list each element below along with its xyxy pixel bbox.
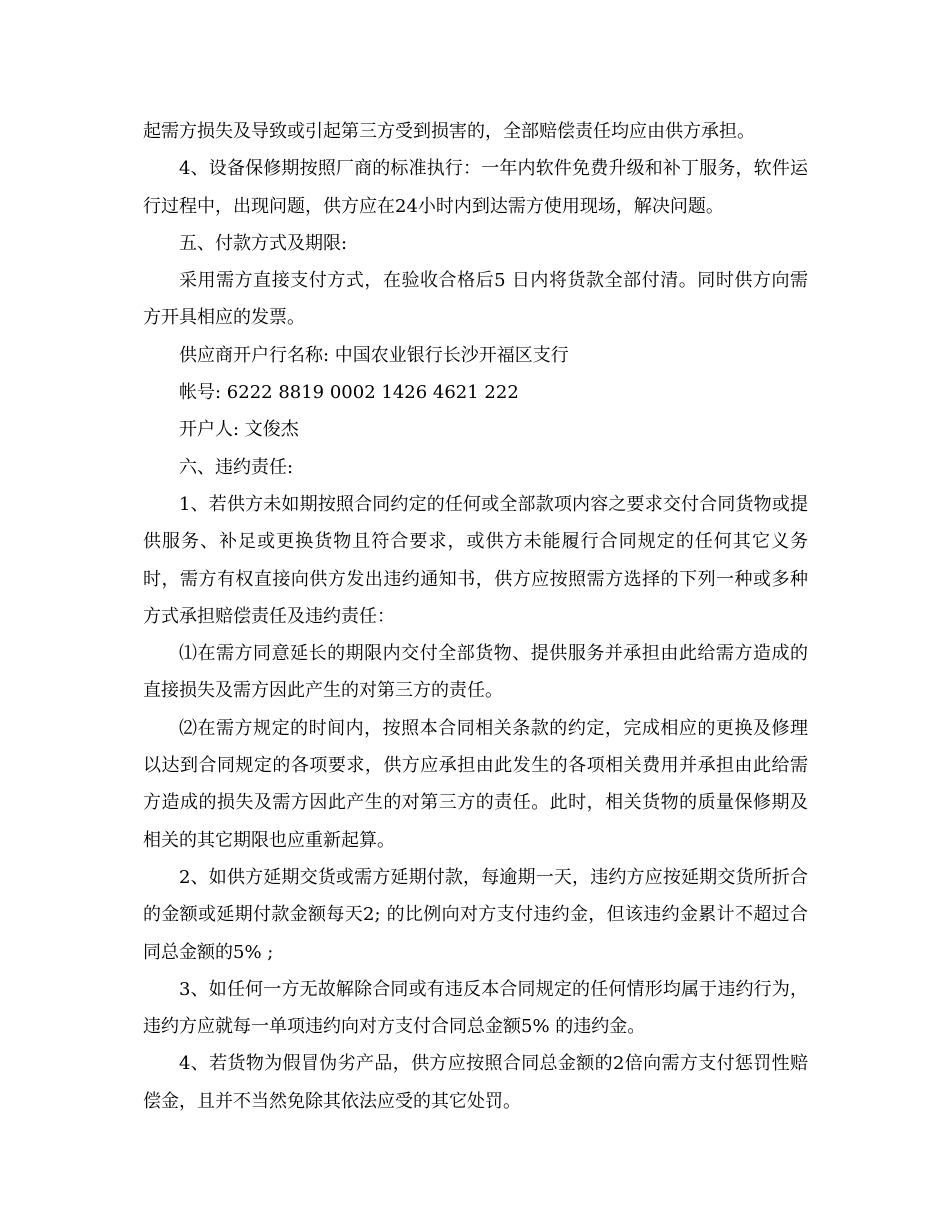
section-heading-breach: 六、违约责任:	[179, 456, 294, 478]
section-heading-payment: 五、付款方式及期限:	[179, 232, 348, 254]
paragraph-breach-clause-2: 2、如供方延期交货或需方延期付款，每逾期一天，违约方应按延期交货所折合的金额或延期付款金额每天2; 的比例向对方支付违约金，但该违约金累计不超过合同总金额的5% ;	[143, 866, 808, 963]
paragraph-account-holder: 开户人: 文俊杰	[179, 419, 299, 441]
paragraph-account-number: 帐号: 6222 8819 0002 1426 4621 222	[179, 382, 519, 404]
paragraph-breach-clause-1: 1、若供方未如期按照合同约定的任何或全部款项内容之要求交付合同货物或提供服务、补足或更换货物且符合要求，或供方未能履行合同规定的任何其它义务时，需方有权直接向供方发出违约通知书，供方应按照需方选择的下列一种或多种方式承担赔偿责任及违约责任：	[143, 493, 808, 627]
paragraph-damage-liability: 起需方损失及导致或引起第三方受到损害的，全部赔偿责任均应由供方承担。	[143, 121, 755, 142]
paragraph-breach-sub-2: ⑵在需方规定的时间内，按照本合同相关条款的约定，完成相应的更换及修理以达到合同规定的各项要求，供方应承担由此发生的各项相关费用并承担由此给需方造成的损失及需方因此产生的对第三方的责任。此时，相关货物的质量保修期及相关的其它期限也应重新起算。	[143, 717, 808, 851]
paragraph-payment-method: 采用需方直接支付方式，在验收合格后5 日内将货款全部付清。同时供方向需方开具相应的发票。	[143, 270, 808, 329]
document-body	[143, 113, 808, 1120]
paragraph-warranty: 4、设备保修期按照厂商的标准执行：一年内软件免费升级和补丁服务，软件运行过程中，出现问题，供方应在24小时内到达需方使用现场，解决问题。	[143, 158, 808, 217]
paragraph-breach-clause-3: 3、如任何一方无故解除合同或有违反本合同规定的任何情形均属于违约行为，违约方应就每一单项违约向对方支付合同总金额5% 的违约金。	[143, 978, 808, 1038]
paragraph-bank-name: 供应商开户行名称: 中国农业银行长沙开福区支行	[179, 344, 569, 366]
paragraph-breach-sub-1: ⑴在需方同意延长的期限内交付全部货物、提供服务并承担由此给需方造成的直接损失及需方因此产生的对第三方的责任。	[143, 643, 808, 702]
paragraph-breach-clause-4: 4、若货物为假冒伪劣产品，供方应按照合同总金额的2倍向需方支付惩罚性赔偿金，且并不当然免除其依法应受的其它处罚。	[143, 1053, 808, 1112]
